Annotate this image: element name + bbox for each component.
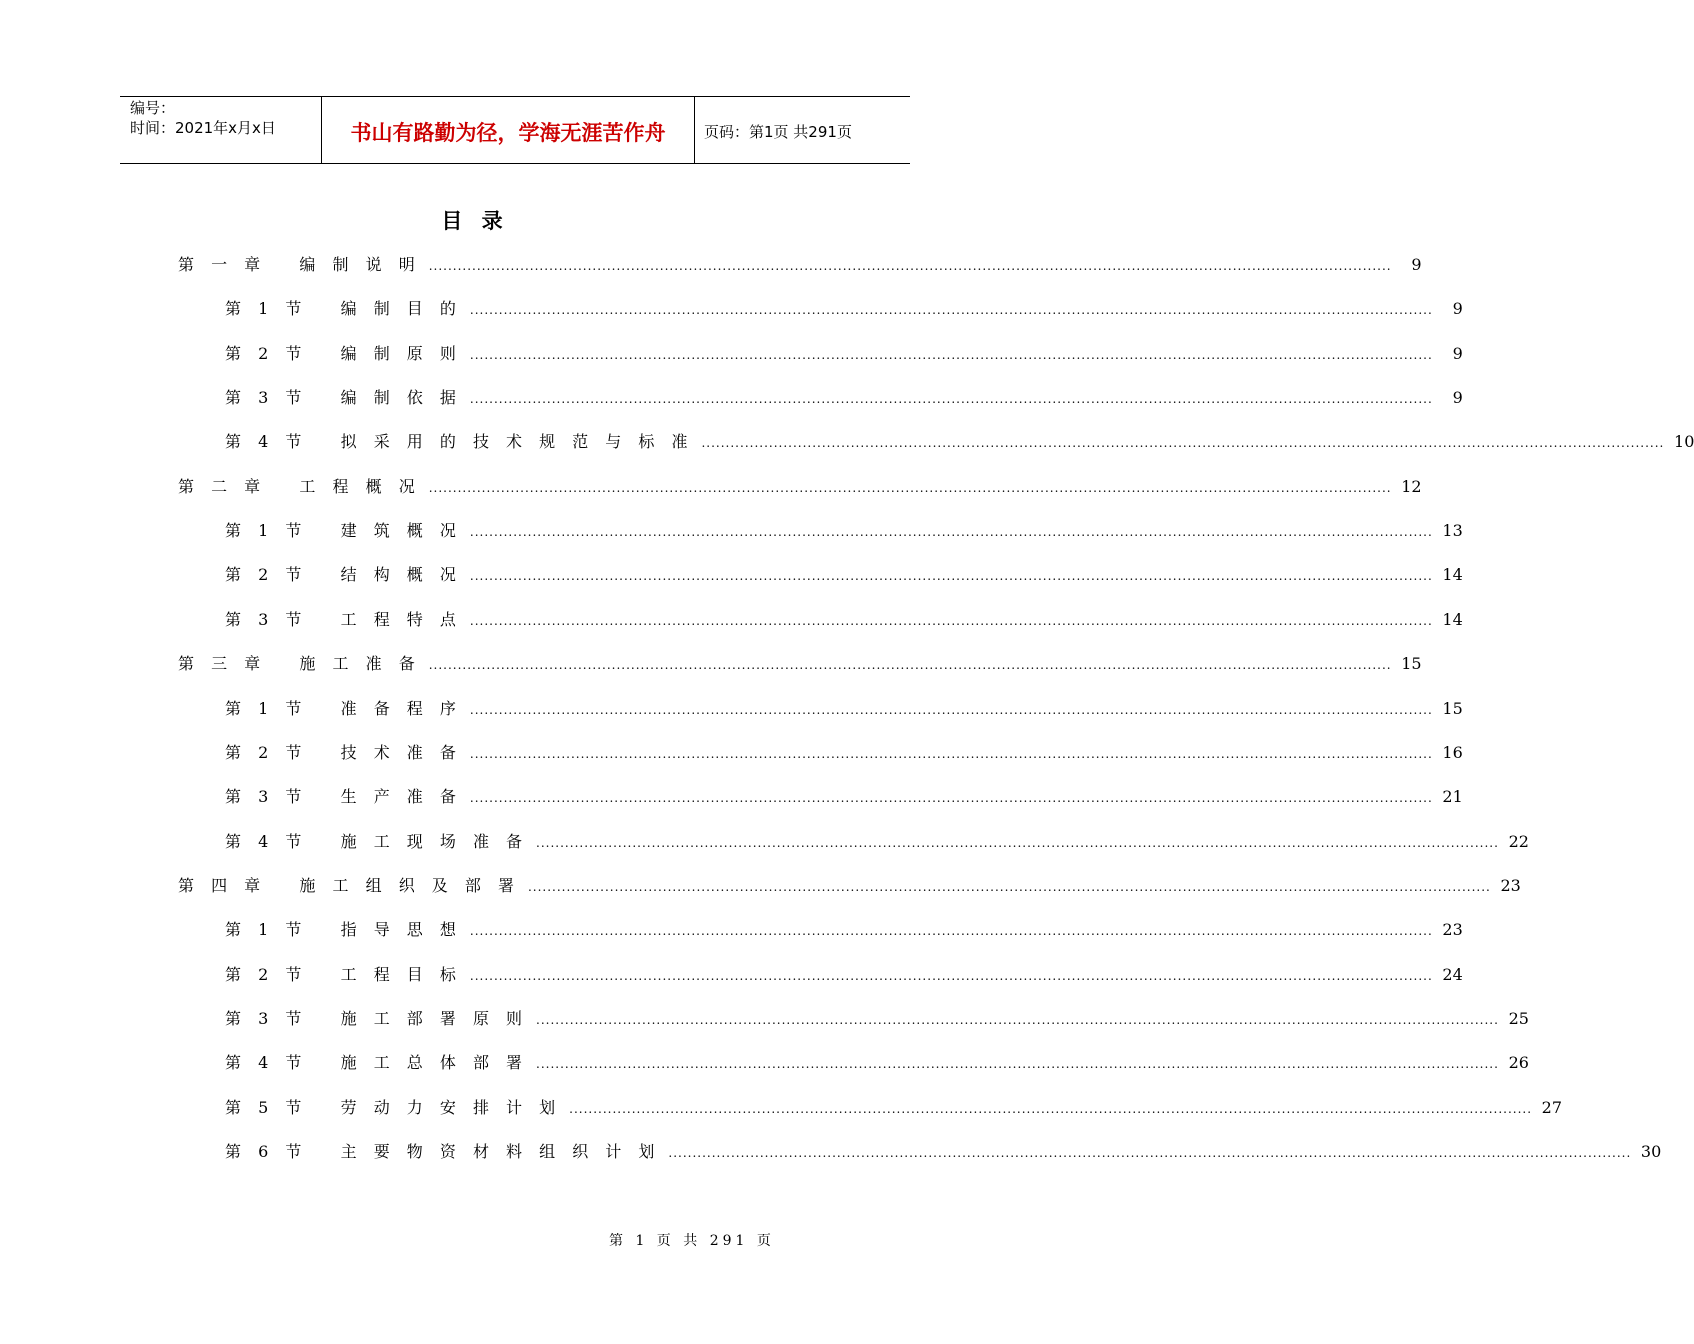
toc-entry-label: 第 4 节 施 工 现 场 准 备 [225, 832, 529, 851]
toc-entry-label: 第 2 节 工 程 目 标 [225, 965, 462, 984]
toc-leader-dots: ........................................................................................................................................................................................................ [469, 747, 1433, 761]
toc-section-entry[interactable] [225, 829, 1529, 853]
toc-leader-dots: ........................................................................................................................................................................................................ [469, 614, 1433, 628]
toc-entry-page: 26 [1508, 1053, 1529, 1072]
header-divider-right [694, 96, 695, 164]
toc-entry-label: 第 三 章 施 工 准 备 [178, 654, 421, 673]
toc-entry-page: 9 [1452, 388, 1463, 407]
toc-leader-dots: ........................................................................................................................................................................................................ [536, 1013, 1499, 1027]
toc-leader-dots: ........................................................................................................................................................................................................ [668, 1146, 1632, 1160]
toc-leader-dots: ........................................................................................................................................................................................................ [469, 924, 1433, 938]
toc-leader-dots: ........................................................................................................................................................................................................ [428, 658, 1392, 672]
toc-leader-dots: ........................................................................................................................................................................................................ [469, 348, 1433, 362]
toc-entry-page: 10 [1674, 432, 1694, 451]
toc-chapter-entry[interactable] [178, 873, 1521, 897]
toc-section-entry[interactable] [225, 518, 1463, 542]
toc-leader-dots: ........................................................................................................................................................................................................ [569, 1102, 1533, 1116]
toc-title: 目 录 [441, 208, 509, 233]
toc-entry-label: 第 2 节 编 制 原 则 [225, 344, 462, 363]
time-label: 时间：2021年x月x日 [130, 119, 276, 137]
toc-entry-label: 第 4 节 施 工 总 体 部 署 [225, 1053, 529, 1072]
toc-entry-page: 12 [1401, 477, 1422, 496]
toc-entry-page: 23 [1500, 876, 1521, 895]
page-footer: 第 1 页 共 291 页 [609, 1233, 775, 1249]
toc-entry-page: 9 [1411, 255, 1422, 274]
header-page-info: 页码：第1页 共291页 [704, 123, 852, 141]
toc-leader-dots: ........................................................................................................................................................................................................ [469, 569, 1433, 583]
toc-entry-label: 第 6 节 主 要 物 资 材 料 组 织 计 划 [225, 1142, 661, 1161]
toc-leader-dots: ........................................................................................................................................................................................................ [701, 436, 1665, 450]
toc-leader-dots: ........................................................................................................................................................................................................ [469, 791, 1433, 805]
toc-section-entry[interactable] [225, 1095, 1563, 1119]
toc-section-entry[interactable] [225, 607, 1463, 631]
header-motto: 书山有路勤为径，学海无涯苦作舟 [350, 121, 666, 145]
toc-section-entry[interactable] [225, 1050, 1529, 1074]
toc-entry-label: 第 3 节 工 程 特 点 [225, 610, 462, 629]
toc-chapter-entry[interactable] [178, 252, 1422, 276]
toc-entry-page: 21 [1442, 787, 1463, 806]
toc-chapter-entry[interactable] [178, 474, 1422, 498]
toc-entry-label: 第 5 节 劳 动 力 安 排 计 划 [225, 1098, 562, 1117]
toc-leader-dots: ........................................................................................................................................................................................................ [536, 836, 1499, 850]
toc-entry-page: 14 [1442, 565, 1463, 584]
toc-entry-page: 15 [1401, 654, 1422, 673]
toc-entry-label: 第 一 章 编 制 说 明 [178, 255, 421, 274]
toc-entry-page: 14 [1442, 610, 1463, 629]
toc-section-entry[interactable] [225, 917, 1463, 941]
toc-leader-dots: ........................................................................................................................................................................................................ [527, 880, 1491, 894]
toc-entry-page: 13 [1442, 521, 1463, 540]
toc-entry-page: 15 [1442, 699, 1463, 718]
toc-entry-page: 22 [1508, 832, 1529, 851]
code-label: 编号： [130, 99, 176, 117]
toc-entry-label: 第 2 节 技 术 准 备 [225, 743, 462, 762]
toc-entry-page: 23 [1442, 920, 1463, 939]
toc-section-entry[interactable] [225, 784, 1463, 808]
toc-section-entry[interactable] [225, 429, 1694, 453]
toc-entry-label: 第 1 节 建 筑 概 况 [225, 521, 462, 540]
toc-section-entry[interactable] [225, 385, 1463, 409]
toc-entry-label: 第 1 节 准 备 程 序 [225, 699, 462, 718]
toc-leader-dots: ........................................................................................................................................................................................................ [469, 303, 1433, 317]
header-left-cell [130, 98, 276, 138]
toc-entry-label: 第 四 章 施 工 组 织 及 部 署 [178, 876, 520, 895]
toc-entry-page: 16 [1442, 743, 1463, 762]
toc-section-entry[interactable] [225, 1139, 1662, 1163]
toc-entry-label: 第 2 节 结 构 概 况 [225, 565, 462, 584]
toc-entry-label: 第 3 节 生 产 准 备 [225, 787, 462, 806]
toc-leader-dots: ........................................................................................................................................................................................................ [469, 703, 1433, 717]
toc-entry-label: 第 1 节 编 制 目 的 [225, 299, 462, 318]
toc-leader-dots: ........................................................................................................................................................................................................ [428, 481, 1392, 495]
toc-leader-dots: ........................................................................................................................................................................................................ [469, 969, 1433, 983]
toc-entry-label: 第 3 节 施 工 部 署 原 则 [225, 1009, 529, 1028]
toc-leader-dots: ........................................................................................................................................................................................................ [428, 259, 1392, 273]
toc-section-entry[interactable] [225, 962, 1463, 986]
toc-entry-page: 9 [1452, 344, 1463, 363]
toc-chapter-entry[interactable] [178, 651, 1422, 675]
toc-entry-page: 9 [1452, 299, 1463, 318]
toc-section-entry[interactable] [225, 1006, 1529, 1030]
toc-section-entry[interactable] [225, 696, 1463, 720]
toc-section-entry[interactable] [225, 296, 1463, 320]
toc-section-entry[interactable] [225, 740, 1463, 764]
toc-entry-page: 30 [1640, 1142, 1662, 1161]
toc-entry-page: 27 [1541, 1098, 1563, 1117]
toc-section-entry[interactable] [225, 341, 1463, 365]
toc-entry-label: 第 3 节 编 制 依 据 [225, 388, 462, 407]
toc-entry-label: 第 二 章 工 程 概 况 [178, 477, 421, 496]
toc-leader-dots: ........................................................................................................................................................................................................ [536, 1057, 1499, 1071]
toc-leader-dots: ........................................................................................................................................................................................................ [469, 525, 1433, 539]
header-top-border [120, 96, 910, 97]
toc-leader-dots: ........................................................................................................................................................................................................ [469, 392, 1433, 406]
toc-entry-page: 24 [1442, 965, 1463, 984]
toc-entry-label: 第 1 节 指 导 思 想 [225, 920, 462, 939]
toc-entry-label: 第 4 节 拟 采 用 的 技 术 规 范 与 标 准 [225, 432, 694, 451]
toc-entry-page: 25 [1508, 1009, 1529, 1028]
toc-section-entry[interactable] [225, 562, 1463, 586]
header-bottom-border [120, 163, 910, 164]
